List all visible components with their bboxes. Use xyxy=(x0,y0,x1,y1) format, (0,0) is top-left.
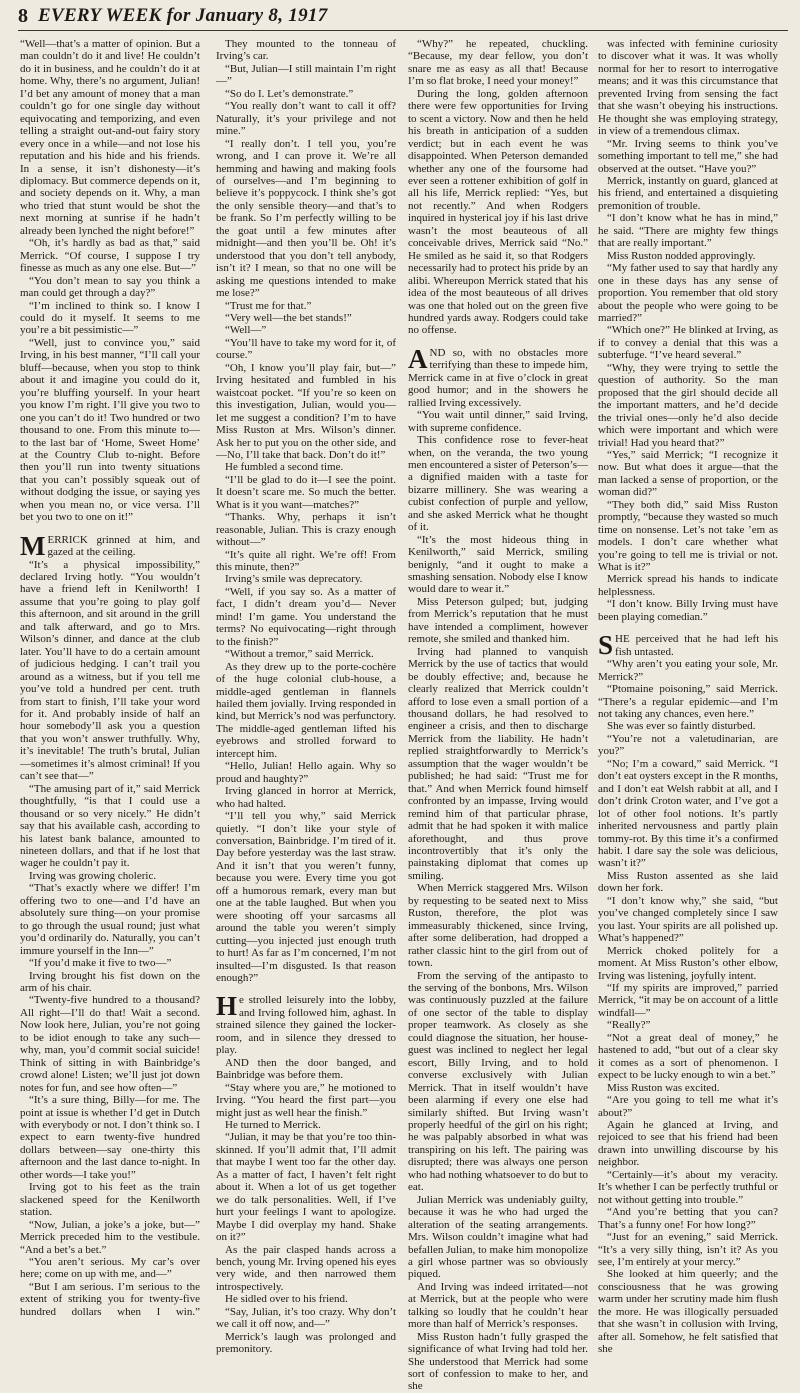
paragraph: AND so, with no obstacles more terrifying than these to impede him, Merrick came in at five o’clock in great good humor; and in the showers he rallied Irving excessively. xyxy=(408,343,588,409)
paragraph: “Are you going to tell me what it’s about?” xyxy=(598,1094,778,1119)
paragraph: “Why aren’t you eating your sole, Mr. Merrick?” xyxy=(598,658,778,683)
column-2 xyxy=(216,38,396,1356)
paragraph: “Not a great deal of money,” he hastened to add, “but out of a clear sky it comes as a sort of phenomenon. I expect to be lucky enough to win a bet.” xyxy=(598,1031,778,1082)
paragraph: “Say, Julian, it’s too crazy. Why don’t we call it off now, and—” xyxy=(216,1305,396,1331)
publication-line: EVERY WEEK for January 8, 1917 xyxy=(38,5,328,26)
paragraph: “That’s exactly where we differ! I’m offering two to one—and I’d have an absolutely sure thing—on your promise to go through the usual round; just what you’d ordinarily do. Naturally, you can’t immure yourself in the Inn—” xyxy=(20,882,200,957)
paragraph: SHE perceived that he had left his fish untasted. xyxy=(598,630,778,661)
paragraph: “You’ll have to take my word for it, of course.” xyxy=(216,336,396,362)
paragraph: “Now, Julian, a joke’s a joke, but—” Merrick preceded him to the vestibule. “And a bet’s a bet.” xyxy=(20,1218,200,1256)
column-4 xyxy=(598,38,778,1356)
paragraph: Irving was growing choleric. xyxy=(29,869,157,882)
paragraph: “Twenty-five hundred to a thousand? All right—I’ll do that! Wait a second. Now look here, Julian, you’re not going to be idiot enough to take any such—why, man, you’d commit social suicide! Think of sitting in with Bainbridge’s crowd alone! Listen; we’ll just jot down notes for fun, and see how often—” xyxy=(20,994,200,1094)
paragraph: “I’ll be glad to do it—I see the point. It doesn’t scare me. So much the better. What is it you want—matches?” xyxy=(216,473,396,511)
paragraph: “It’s a sure thing, Billy—for me. The point at issue is whether I’d get in Dutch with everybody or not. I don’t think so. I expect to earn twenty-five hundred dollars between—say one-thirty this afternoon and the last dance to-night. In other words—I take you!” xyxy=(20,1094,200,1181)
paragraph: “My father used to say that hardly any one in these days has any sense of proportion. You remember that old story about the people who were going to be married?” xyxy=(598,262,778,324)
paragraph: “If my spirits are improved,” parried Merrick, “it may be on account of a little windfall—” xyxy=(598,981,778,1019)
paragraph: As the pair clasped hands across a bench, young Mr. Irving opened his eyes very wide, and then narrowed them introspectively. xyxy=(216,1243,396,1293)
paragraph: “Hello, Julian! Hello again. Why so proud and haughty?” xyxy=(216,760,396,785)
paragraph: “Mr. Irving seems to think you’ve something important to tell me,” she had observed at the outset. “Have you?” xyxy=(598,137,778,175)
paragraph: “You wait until dinner,” said Irving, with supreme confidence. xyxy=(408,409,588,434)
paragraph: “Certainly—it’s about my veracity. It’s whether I can be perfectly truthful or not without getting into trouble.” xyxy=(598,1168,778,1206)
paragraph: He fumbled a second time. xyxy=(225,461,344,474)
paragraph: “Yes,” said Merrick; “I recognize it now. But what does it argue—that the man lacked a sense of proportion, or the woman did?” xyxy=(598,448,778,499)
paragraph: “Stay where you are,” he motioned to Irving. “You heard the first part—you might just as well hear the finish.” xyxy=(216,1081,396,1119)
page-header xyxy=(18,2,788,31)
paragraph: Irving brought his fist down on the arm of his chair. xyxy=(20,969,200,994)
paragraph: This confidence rose to fever-heat when, on the veranda, the two young men encountered a sister of Peterson’s—a dignified maiden with a taste for bizarre millinery. She was wearing a cubist confection of purple and yellow, and she asked Merrick what he thought of it. xyxy=(408,434,588,534)
paragraph: “Very well—the bet stands!” xyxy=(225,311,352,324)
paragraph: “But I am serious. I’m serious to the extent of striking you for twenty-five hundred dollars when I win.” xyxy=(20,1280,200,1318)
page-number: 8 xyxy=(18,5,28,27)
paragraph: Irving got to his feet as the train slackened speed for the Kenilworth station. xyxy=(20,1181,200,1219)
paragraph: MERRICK grinned at him, and gazed at the ceiling. xyxy=(20,530,200,561)
paragraph: Miss Ruston assented as she laid down her fork. xyxy=(598,869,778,895)
paragraph: “Why, they were trying to settle the question of authority. So the man proposed that the girl should decide all the important matters, and he’d decide the trivial ones—only he’d also decide which were important and which were trivial! Had you heard that?” xyxy=(598,361,778,449)
paragraph: “I don’t know. Billy Irving must have been playing comedian.” xyxy=(598,598,778,623)
paragraph: “I really don’t. I tell you, you’re wrong, and I can prove it. We’re all hemming and hawing and making fools of ourselves—and I’m beginning to believe it’s poppycock. I think she’s got the only sensible theory—and that’s to be frank. So I’m perfectly willing to be the goat until a few minutes after midnight—and then you’ll be. Oh! it’s understood that you don’t tell anybody, isn’t it? I mean, so that no one will be asking me questions intended to make me lose?” xyxy=(216,137,396,300)
paragraph: “I don’t know why,” she said, “but you’ve changed completely since I saw you last. Your spirits are all polished up. What’s happened?” xyxy=(598,894,778,945)
paragraph: Miss Ruston nodded approvingly. xyxy=(607,249,756,262)
paragraph: When Merrick staggered Mrs. Wilson by requesting to be seated next to Miss Ruston, therefore, the plot was immeasurably thickened, since Irving, after some deliberation, had dropped a rather classic hint to the girl from out of town. xyxy=(408,882,588,970)
paragraph: “Well, if you say so. As a matter of fact, I didn’t dream you’d— Never mind! I’m game. You understand the terms? No equivocating—right through to the finish?” xyxy=(216,585,396,648)
paragraph: “And you’re betting that you can? That’s a funny one! For how long?” xyxy=(598,1206,778,1231)
paragraph: “You aren’t serious. My car’s over here; come on up with me, and—” xyxy=(20,1255,200,1281)
paragraph: “It’s a physical impossibility,” declared Irving hotly. “You wouldn’t have a friend left in Kenilworth! I assume that you’re going to play golf this afternoon, and sit around in the grill and talk afterward, and go to Mrs. Wilson’s dinner, and dance at the club later. You’ll have to do a certain amount of judicious hedging. I can’t trail you around as a witness, but if you tell me you’ve told a hundred per cent. truth from start to finish, I’ll take your word for it. And probably inside of half an hour somebody’ll ask you a question that you won’t answer truthfully. Why, it’s inevitable! The truth’s brutal, Julian—sometimes it’s almost criminal! If you can’t see that—” xyxy=(20,558,200,783)
paragraph: “I’m inclined to think so. I know I could do it myself. It seems to me you’re a bit pessimistic—” xyxy=(20,299,200,337)
paragraph: “The amusing part of it,” said Merrick thoughtfully, “is that I could use a thousand or so very nicely.” He didn’t say that his available cash, according to his latest bank balance, amounted to nineteen dollars, and that if he lost that wager he couldn’t pay it. xyxy=(20,782,200,870)
paragraph: Irving’s smile was deprecatory. xyxy=(225,573,363,586)
paragraph: He turned to Merrick. xyxy=(225,1118,321,1131)
paragraph: Merrick spread his hands to indicate helplessness. xyxy=(598,573,778,598)
paragraph: Merrick, instantly on guard, glanced at his friend, and entertained a disquieting premonition of trouble. xyxy=(598,174,778,212)
paragraph: “Oh, it’s hardly as bad as that,” said Merrick. “Of course, I suppose I try finesse as much as any one else. But—” xyxy=(20,237,200,275)
article-columns xyxy=(20,38,788,1393)
paragraph: “Well—” xyxy=(225,324,267,337)
paragraph: Miss Ruston was excited. xyxy=(607,1081,720,1094)
paragraph: “Without a tremor,” said Merrick. xyxy=(225,648,374,661)
paragraph: Miss Peterson gulped; but, judging from Merrick’s reputation that he must have intended a compliment, however remote, she smiled and thanked him. xyxy=(408,595,588,646)
paragraph: “I’ll tell you why,” said Merrick quietly. “I don’t like your style of conversation, Bainbridge. I’m tired of it. Day before yesterday was the last straw. And it isn’t that you weren’t funny, because you were. Every time you got off a humorous remark, every man but one at the table laughed. But when you were shooting off your sarcasms all around the table you weren’t simply cutting—you injected just enough truth to hurt! As far as I’m concerned, I’m not insulted—I’m disgusted. Is that reason enough?” xyxy=(216,810,396,984)
paragraph: She was ever so faintly disturbed. xyxy=(607,720,756,733)
paragraph: “Oh, I know you’ll play fair, but—” Irving hesitated and fumbled in his waistcoat pocket. “If you’re so keen on this investigation, Julian, would you—let me suggest a condition? I’m to have Miss Ruston at Mrs. Wilson’s dinner. Ask her to put you on the other side, and—No, I’ll take that back. Don’t do it!” xyxy=(216,361,396,461)
paragraph: “Well—that’s a matter of opinion. But a man couldn’t do it and live! He couldn’t do it in business, and he couldn’t do it at home. Why, there’s no argument, Julian! I’d bet any amount of money that a man couldn’t go for one single day without equivocating and temporizing, and even telling a straight out-and-out fairy story every once in a while—and not lose his reputation and his hide and his friends. In a sense, it isn’t dishonesty—it’s diplomacy. But commerce depends on it, and society depends on it. Why, a man who tried that stunt would be shot the next morning at sunrise if he hadn’t already been lynched the night before!” xyxy=(20,38,200,237)
paragraph: Merrick choked politely for a moment. At Miss Ruston’s other elbow, Irving was listening, joyfully intent. xyxy=(598,944,778,982)
paragraph: was infected with feminine curiosity to discover what it was. It was wholly normal for her to resort to interrogative means; and it was this circumstance that prevented Irving from sensing the fact that she wasn’t obeying his instructions. He thought she was employing strategy, in view of a tremendous climax. xyxy=(598,38,778,138)
paragraph: He strolled leisurely into the lobby, and Irving followed him, aghast. In strained silence they gained the locker-room, and in silence they dressed to play. xyxy=(216,991,396,1057)
paragraph: “I don’t know what he has in mind,” he said. “There are mighty few things that are really important.” xyxy=(598,212,778,250)
paragraph: Irving glanced in horror at Merrick, who had halted. xyxy=(216,785,396,810)
paragraph: Miss Ruston hadn’t fully grasped the significance of what Irving had told her. She understood that Merrick had some sort of confession to make to her, and she xyxy=(408,1330,588,1393)
paragraph: “They both did,” said Miss Ruston promptly, “because they wasted so much time on nonsense. Let’s not take ’em as models. I don’t care whether what you’re going to tell me is trivial or not. What is it?” xyxy=(598,498,778,574)
paragraph: “No; I’m a coward,” said Merrick. “I don’t eat oysters except in the R months, and I don’t eat Welsh rabbit at all, and I don’t drink Croton water, and I’ve got a lot of other fool notions. It’s partly inherited nervousness and partly plain tommy-rot. By this time it’s a confirmed habit. I dare say the sole was delicious, wasn’t it?” xyxy=(598,757,778,870)
paragraph: “Really?” xyxy=(607,1019,651,1032)
paragraph: They mounted to the tonneau of Irving’s car. xyxy=(216,38,396,63)
paragraph: From the serving of the antipasto to the serving of the bonbons, Mrs. Wilson was continuously puzzled at the failure of one sector of the table to display proper teamwork. As closely as she could diagnose the situation, her house-guest was inclined to neglect her legal escort, Billy Irving, and to hold converse exclusively with Julian Merrick. That in itself wouldn’t have been alarming if every one else had similarly shifted. But Irving wasn’t properly heedful of the girl on his right; he was palpably absorbed in what was transpiring on his left. The pairing was disrupted; there was always one person who had nothing whatsoever to do but to eat. xyxy=(408,969,588,1194)
paragraph: During the long, golden afternoon there were few opportunities for Irving to scent a victory. Now and then he held his breath in anticipation of a sudden verdict; but in each event he was disappointed. When Peterson demanded whether any one of the foursome had ever seen a rottener exhibition of golf in all his life, Merrick replied: “Yes, but not recently.” And when Rodgers inquired in hysterical joy if his last drive wasn’t the most beauteous of all conceivable drives, Merrick said “No.” He smiled as he said it, so that Rodgers necessarily had to protect his pride by an alibi. Whereupon Merrick stated that his idea of the most beauteous of all drives was one that holed out on the green five hundred yards away. Rodgers could take no offense. xyxy=(408,87,588,337)
paragraph: He sidled over to his friend. xyxy=(225,1293,348,1306)
paragraph: “You’re not a valetudinarian, are you?” xyxy=(598,732,778,758)
paragraph: Merrick’s laugh was prolonged and premonitory. xyxy=(216,1330,396,1356)
column-3 xyxy=(408,38,588,1393)
paragraph: “Just for an evening,” said Merrick. “It’s a very silly thing, isn’t it? As you see, I’m entirely at your mercy.” xyxy=(598,1231,778,1268)
paragraph: As they drew up to the porte-cochère of the huge colonial club-house, a middle-aged gentleman in flannels hailed them jovially. Irving responded in kind, but Merrick’s nod was perfunctory. The middle-aged gentleman lifted his eyebrows and strolled forward to intercept him. xyxy=(216,660,396,760)
paragraph: “You don’t mean to say you think a man could get through a day?” xyxy=(20,274,200,300)
paragraph: Again he glanced at Irving, and rejoiced to see that his friend had been drawn into unwilling discourse by his neighbor. xyxy=(598,1118,778,1169)
paragraph: “It’s the most hideous thing in Kenilworth,” said Merrick, smiling benignly, “and it ought to make a smashing sensation. Nobody else I know would dare to wear it.” xyxy=(408,533,588,596)
column-1 xyxy=(20,38,200,1318)
paragraph: “Why?” he repeated, chuckling. “Because, my dear fellow, you don’t snare me as easy as all that! Because I’m so flat broke, I need your money!” xyxy=(408,38,588,88)
paragraph: AND then the door banged, and Bainbridge was before them. xyxy=(216,1056,396,1082)
paragraph: And Irving was indeed irritated—not at Merrick, but at the people who were talking so loudly that he couldn’t hear more than half of Merrick’s responses. xyxy=(408,1280,588,1331)
paragraph: “Which one?” He blinked at Irving, as if to convey a denial that this was a subterfuge. “I’ve heard several.” xyxy=(598,324,778,362)
paragraph: “So do I. Let’s demonstrate.” xyxy=(225,87,354,100)
paragraph: “Well, just to convince you,” said Irving, in his best manner, “I’ll call your bluff—because, when you stop to think about it and imagine you could do it, you’re bluffing yourself. In your heart you know I’m right. I’ll give you two to one you can’t do it! Two hundred or two thousand to one. From this minute to—to the last bar of ‘Home, Sweet Home’ at the Country Club to-night. Before then you’ll run into twenty situations that you can’t possibly squeak out of without dodging the issue, or saying yes when you mean no, or vice versa. I’ll bet you two to one on it!” xyxy=(20,336,200,524)
paragraph: She looked at him queerly; and the consciousness that he was growing warm under her scrutiny made him flush the more. He was illogically persuaded that she wasn’t in collusion with Irving, after all. Somehow, he felt satisfied that she xyxy=(598,1268,778,1356)
paragraph: “Ptomaine poisoning,” said Merrick. “There’s a regular epidemic—and I’m not taking any chances, even here.” xyxy=(598,683,778,721)
paragraph: “You really don’t want to call it off? Naturally, it’s your privilege and not mine.” xyxy=(216,100,396,138)
paragraph: “Julian, it may be that you’re too thin-skinned. If you’ll admit that, I’ll admit that maybe I went too far the other day. As a matter of fact, I haven’t felt right about it. When a lot of us get together we do talk personalities. Well, if I’ve hurt your feelings I want to apologize. Maybe I did overplay my hand. Shake on it?” xyxy=(216,1131,396,1244)
paragraph: Julian Merrick was undeniably guilty, because it was he who had urged the alteration of the seating arrangements. Mrs. Wilson couldn’t imagine what had befallen Julian, to make him monopolize a girl whose partner was so obviously piqued. xyxy=(408,1193,588,1281)
paragraph: “Thanks. Why, perhaps it isn’t reasonable, Julian. This is crazy enough without—” xyxy=(216,511,396,549)
paragraph: Irving had planned to vanquish Merrick by the use of tactics that would be doubly effective; and, because he clearly realized that Merrick couldn’t afford to lose even a small portion of a thousand dollars, he had resolved to engineer a crisis, and then to discharge Merrick from the liability. He hadn’t replied straightforwardly to Merrick’s assumption that the wager wouldn’t be published; he had said: “Trust me for that.” And when Merrick found himself confronted by an impasse, Irving would remind him of that particular phrase, admit that he had spoken it with malice aforethought, and thus prove incontrovertibly that it’s only the painstaking diplomat that comes up smiling. xyxy=(408,645,588,882)
paragraph: “If you’d make it five to two—” xyxy=(29,957,172,970)
paragraph: “But, Julian—I still maintain I’m right—” xyxy=(216,62,396,88)
paragraph: “It’s quite all right. We’re off! From this minute, then?” xyxy=(216,548,396,574)
paragraph: “Trust me for that.” xyxy=(225,299,312,312)
